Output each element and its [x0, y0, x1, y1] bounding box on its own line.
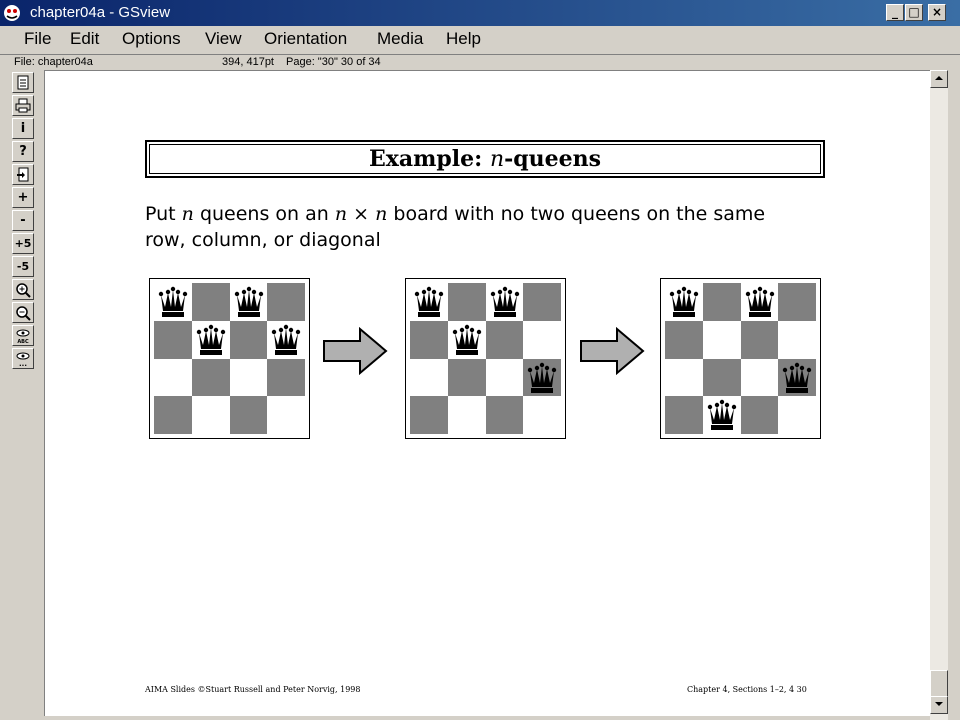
- footer-left: AIMA Slides ©Stuart Russell and Peter Norvig, 1998: [145, 685, 361, 694]
- board-cell: [154, 321, 192, 359]
- menu-file[interactable]: File: [24, 29, 52, 48]
- view-more-button[interactable]: [12, 348, 34, 369]
- board-cell: [192, 396, 230, 434]
- board-2: [405, 278, 566, 439]
- footer-right: Chapter 4, Sections 1–2, 4 30: [687, 685, 807, 694]
- queen-icon: [156, 285, 190, 319]
- status-line: [0, 54, 960, 70]
- slide-text-line-2: row, column, or diagonal: [145, 229, 381, 251]
- menu-bar: [0, 26, 960, 54]
- board-cell: [230, 396, 268, 434]
- board-cell: [448, 359, 486, 397]
- goto-page-icon: [16, 167, 30, 182]
- goto-page-button[interactable]: [12, 164, 34, 185]
- board-cell: [703, 321, 741, 359]
- board-cell: [703, 283, 741, 321]
- board-cell: [486, 359, 524, 397]
- text-board-rest: board with no two queens on the same: [387, 203, 766, 225]
- zoom-in-icon: [15, 282, 31, 298]
- arrow-up-icon: [935, 75, 943, 81]
- queen-icon: [269, 323, 303, 357]
- queen-icon: [743, 285, 777, 319]
- board-cell: [665, 321, 703, 359]
- queen-icon: [780, 361, 814, 395]
- view-more-icon: [15, 351, 31, 367]
- board-cell: [192, 283, 230, 321]
- board-cell: [410, 359, 448, 397]
- text-var-n2: n: [334, 203, 348, 225]
- board-cell: [523, 321, 561, 359]
- open-button[interactable]: [12, 72, 34, 93]
- board-cell: [778, 396, 816, 434]
- queen-icon: [194, 323, 228, 357]
- queen-icon: [667, 285, 701, 319]
- print-icon: [15, 98, 31, 113]
- zoom-in-button[interactable]: [12, 279, 34, 300]
- arrow-down-icon: [935, 701, 943, 707]
- close-button[interactable]: ×: [928, 4, 946, 21]
- queen-icon: [705, 398, 739, 432]
- text-var-n1: n: [181, 203, 194, 225]
- slide-title-box: [145, 140, 825, 178]
- board-cell: [486, 396, 524, 434]
- document-page: [44, 70, 930, 716]
- menu-options[interactable]: Options: [122, 29, 181, 48]
- menu-view[interactable]: View: [205, 29, 242, 48]
- slide-title-suffix: -queens: [504, 146, 601, 172]
- board-cell: [230, 321, 268, 359]
- board-cell: [665, 396, 703, 434]
- text-queens-on: queens on an: [193, 203, 335, 225]
- view-text-icon: [15, 328, 31, 344]
- maximize-button[interactable]: □: [905, 4, 923, 21]
- queen-icon: [232, 285, 266, 319]
- menu-orientation[interactable]: Orientation: [264, 29, 348, 48]
- queen-icon: [525, 361, 559, 395]
- text-var-n3: n: [375, 203, 388, 225]
- next-page-button[interactable]: +: [12, 187, 34, 208]
- scroll-thumb[interactable]: [930, 670, 948, 698]
- board-cell: [741, 396, 779, 434]
- open-icon: [16, 75, 30, 90]
- scroll-down-button[interactable]: [930, 696, 948, 714]
- board-cell: [665, 359, 703, 397]
- board-2-grid: [410, 283, 561, 434]
- view-text-button[interactable]: [12, 325, 34, 346]
- board-cell: [486, 321, 524, 359]
- svg-text:ABC: ABC: [17, 339, 29, 344]
- scroll-up-button[interactable]: [930, 70, 948, 88]
- menu-help[interactable]: Help: [446, 29, 481, 48]
- board-cell: [267, 359, 305, 397]
- queen-icon: [412, 285, 446, 319]
- board-3: [660, 278, 821, 439]
- board-cell: [230, 359, 268, 397]
- slide-title: [149, 144, 821, 174]
- slide-title-prefix: Example:: [369, 146, 490, 172]
- help-button[interactable]: ?: [12, 141, 34, 162]
- board-cell: [410, 321, 448, 359]
- board-cell: [267, 283, 305, 321]
- menu-edit[interactable]: Edit: [70, 29, 100, 48]
- board-cell: [448, 283, 486, 321]
- text-put: Put: [145, 203, 182, 225]
- prev-page-button[interactable]: -: [12, 210, 34, 231]
- board-cell: [154, 396, 192, 434]
- slide-text-line-1: [145, 201, 805, 227]
- board-3-grid: [665, 283, 816, 434]
- board-cell: [778, 321, 816, 359]
- svg-text:...: ...: [19, 360, 27, 367]
- text-times: ×: [347, 203, 376, 225]
- window-title: chapter04a - GSview: [30, 4, 171, 21]
- menu-media[interactable]: Media: [377, 29, 424, 48]
- print-button[interactable]: [12, 95, 34, 116]
- board-cell: [192, 359, 230, 397]
- status-file: File: chapter04a: [14, 56, 93, 68]
- skip-forward-button[interactable]: +5: [12, 233, 34, 254]
- board-1-grid: [154, 283, 305, 434]
- vertical-scrollbar[interactable]: [930, 70, 948, 720]
- board-cell: [741, 359, 779, 397]
- skip-back-button[interactable]: -5: [12, 256, 34, 277]
- slide-body-text: [145, 201, 805, 253]
- zoom-out-icon: [15, 305, 31, 321]
- arrow-icon: [322, 327, 388, 375]
- minimize-button[interactable]: _: [886, 4, 904, 21]
- board-cell: [267, 396, 305, 434]
- queen-icon: [450, 323, 484, 357]
- queen-icon: [488, 285, 522, 319]
- board-cell: [154, 359, 192, 397]
- zoom-out-button[interactable]: [12, 302, 34, 323]
- info-button[interactable]: i: [12, 118, 34, 139]
- board-cell: [448, 396, 486, 434]
- toolbar: [0, 70, 40, 720]
- board-cell: [778, 283, 816, 321]
- board-1: [149, 278, 310, 439]
- status-page: Page: "30" 30 of 34: [286, 56, 381, 68]
- title-bar: [0, 0, 960, 26]
- window-edge: [948, 70, 960, 720]
- board-cell: [741, 321, 779, 359]
- slide-title-var: n: [489, 147, 505, 172]
- gsview-app-icon[interactable]: [3, 4, 21, 22]
- board-cell: [703, 359, 741, 397]
- board-cell: [410, 396, 448, 434]
- status-coords: 394, 417pt: [222, 56, 274, 68]
- board-cell: [523, 396, 561, 434]
- arrow-icon: [579, 327, 645, 375]
- board-cell: [523, 283, 561, 321]
